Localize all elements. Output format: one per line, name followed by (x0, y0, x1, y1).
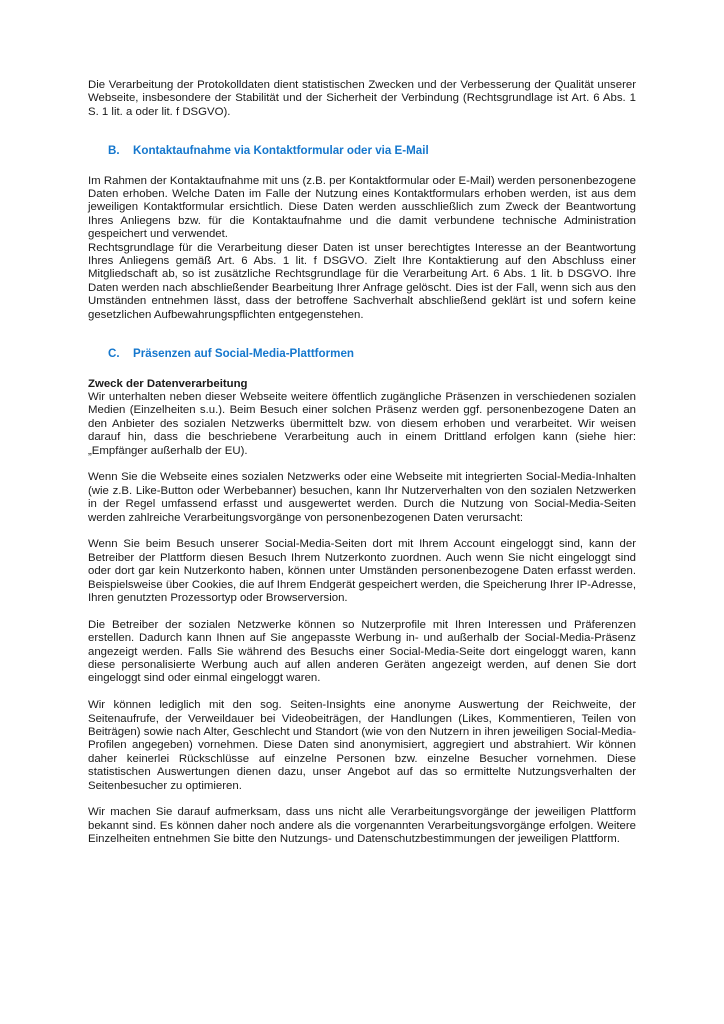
social-paragraph-2: Wenn Sie die Webseite eines sozialen Netzwerks oder eine Webseite mit integrierten Social-Media-Inhalten (wie z.B. Like-Button oder Werbebanner) besuchen, kann Ihr Nutzerverhalten von den sozialen Netzwerken in der Regel umfassend erfasst und ausgewertet werden. Durch die Nutzung von Social-Media-Seiten werden zahlreiche Verarbeitungsvorgänge von personenbezogenen Daten verursacht: (88, 471, 636, 524)
social-paragraph-1: Wir unterhalten neben dieser Webseite weitere öffentlich zugängliche Präsenzen in verschiedenen sozialen Medien (Einzelheiten s.u.). Beim Besuch einer solchen Präsenz werden ggf. personenbezogene Daten an den Anbieter des sozialen Netzwerks übermittelt bzw. von diesem erhoben und verarbeitet. Wir weisen darauf hin, dass die beschriebene Verarbeitung auch in einem Drittland erfolgen kann (siehe hier: „Empfänger außerhalb der EU). (88, 390, 636, 457)
section-heading-c (88, 347, 636, 360)
social-paragraph-3: Wenn Sie beim Besuch unserer Social-Media-Seiten dort mit Ihrem Account eingeloggt sind, kann der Betreiber der Plattform diesen Besuch Ihrem Nutzerkonto zuordnen. Auch wenn Sie nicht eingeloggt sind oder dort gar kein Nutzerkonto haben, können unter Umständen personenbezogene Daten erfasst werden. Beispielsweise über Cookies, die auf Ihrem Endgerät gespeichert werden, die Speicherung Ihrer IP-Adresse, Ihren genutzten Prozessortyp oder Browserversion. (88, 538, 636, 604)
social-paragraph-5: Wir können lediglich mit den sog. Seiten-Insights eine anonyme Auswertung der Reichweite, der Seitenaufrufe, der Verweildauer bei Videobeiträgen, der Handlungen (Likes, Kommentieren, Teilen von Beiträgen) sowie nach Alter, Geschlecht und Standort (wie von den Nutzern in ihren jeweiligen Social-Media-Profilen angegeben) vornehmen. Diese Daten sind anonymisiert, aggregiert und abstrahiert. Wir können daher keinerlei Rückschlüsse auf einzelne Personen bzw. einzelne Besucher vornehmen. Diese statistischen Auswertungen dienen dazu, unser Angebot auf das so ermittelte Nutzungsverhalten der Seitenbesucher zu optimieren. (88, 699, 636, 792)
section-c-marker: C. (108, 347, 120, 361)
purpose-subheading: Zweck der Datenverarbeitung (88, 377, 248, 390)
section-heading-b (88, 144, 636, 157)
contact-paragraph-group (88, 175, 636, 322)
social-paragraph-4: Die Betreiber der sozialen Netzwerke können so Nutzerprofile mit Ihren Interessen und Präferenzen erstellen. Dadurch kann Ihnen auf Sie angepasste Werbung in- und außerhalb der Social-Media-Präsenz angezeigt werden. Falls Sie während des Besuchs einer Social-Media-Seite dort eingeloggt waren, kann diese personalisierte Werbung auch auf allen anderen Geräten angezeigt werden, auf denen Sie dort eingeloggt sind oder einmal eingeloggt waren. (88, 618, 636, 685)
section-b-title: Kontaktaufnahme via Kontaktformular oder via E-Mail (133, 144, 429, 158)
section-c-title: Präsenzen auf Social-Media-Plattformen (133, 347, 354, 361)
contact-paragraph-2: Rechtsgrundlage für die Verarbeitung dieser Daten ist unser berechtigtes Interesse an der Beantwortung Ihres Anliegens gemäß Art. 6 Abs. 1 lit. f DSGVO. Zielt Ihre Kontaktierung auf den Abschluss einer Mitgliedschaft ab, so ist zusätzliche Rechtsgrundlage für die Verarbeitung Art. 6 Abs. 1 lit. b DSGVO. Ihre Daten werden nach abschließender Bearbeitung Ihrer Anfrage gelöscht. Dies ist der Fall, wenn sich aus den Umständen entnehmen lässt, dass der betroffene Sachverhalt abschließend geklärt ist und sofern keine gesetzlichen Aufbewahrungspflichten entgegenstehen. (88, 241, 636, 321)
contact-paragraph-1: Im Rahmen der Kontaktaufnahme mit uns (z.B. per Kontaktformular oder E-Mail) werden personenbezogene Daten erhoben. Welche Daten im Falle der Nutzung eines Kontaktformulars erhoben werden, ist aus dem jeweiligen Kontaktformular ersichtlich. Diese Daten werden ausschließlich zum Zweck der Beantwortung Ihres Anliegens bzw. für die Kontaktaufnahme und die damit verbundene technische Administration gespeichert und verwendet. (88, 174, 636, 241)
intro-paragraph: Die Verarbeitung der Protokolldaten dient statistischen Zwecken und der Verbesserung der Qualität unserer Webseite, insbesondere der Stabilität und der Sicherheit der Verbindung (Rechtsgrundlage ist Art. 6 Abs. 1 S. 1 lit. a oder lit. f DSGVO). (88, 79, 636, 118)
section-b-marker: B. (108, 144, 120, 158)
social-paragraph-6: Wir machen Sie darauf aufmerksam, dass uns nicht alle Verarbeitungsvorgänge der jeweiligen Plattform bekannt sind. Es können daher noch andere als die vorgenannten Verarbeitungsvorgänge erfolgen. Weitere Einzelheiten entnehmen Sie bitte den Nutzungs- und Datenschutzbestimmungen der jeweiligen Plattform. (88, 806, 636, 846)
